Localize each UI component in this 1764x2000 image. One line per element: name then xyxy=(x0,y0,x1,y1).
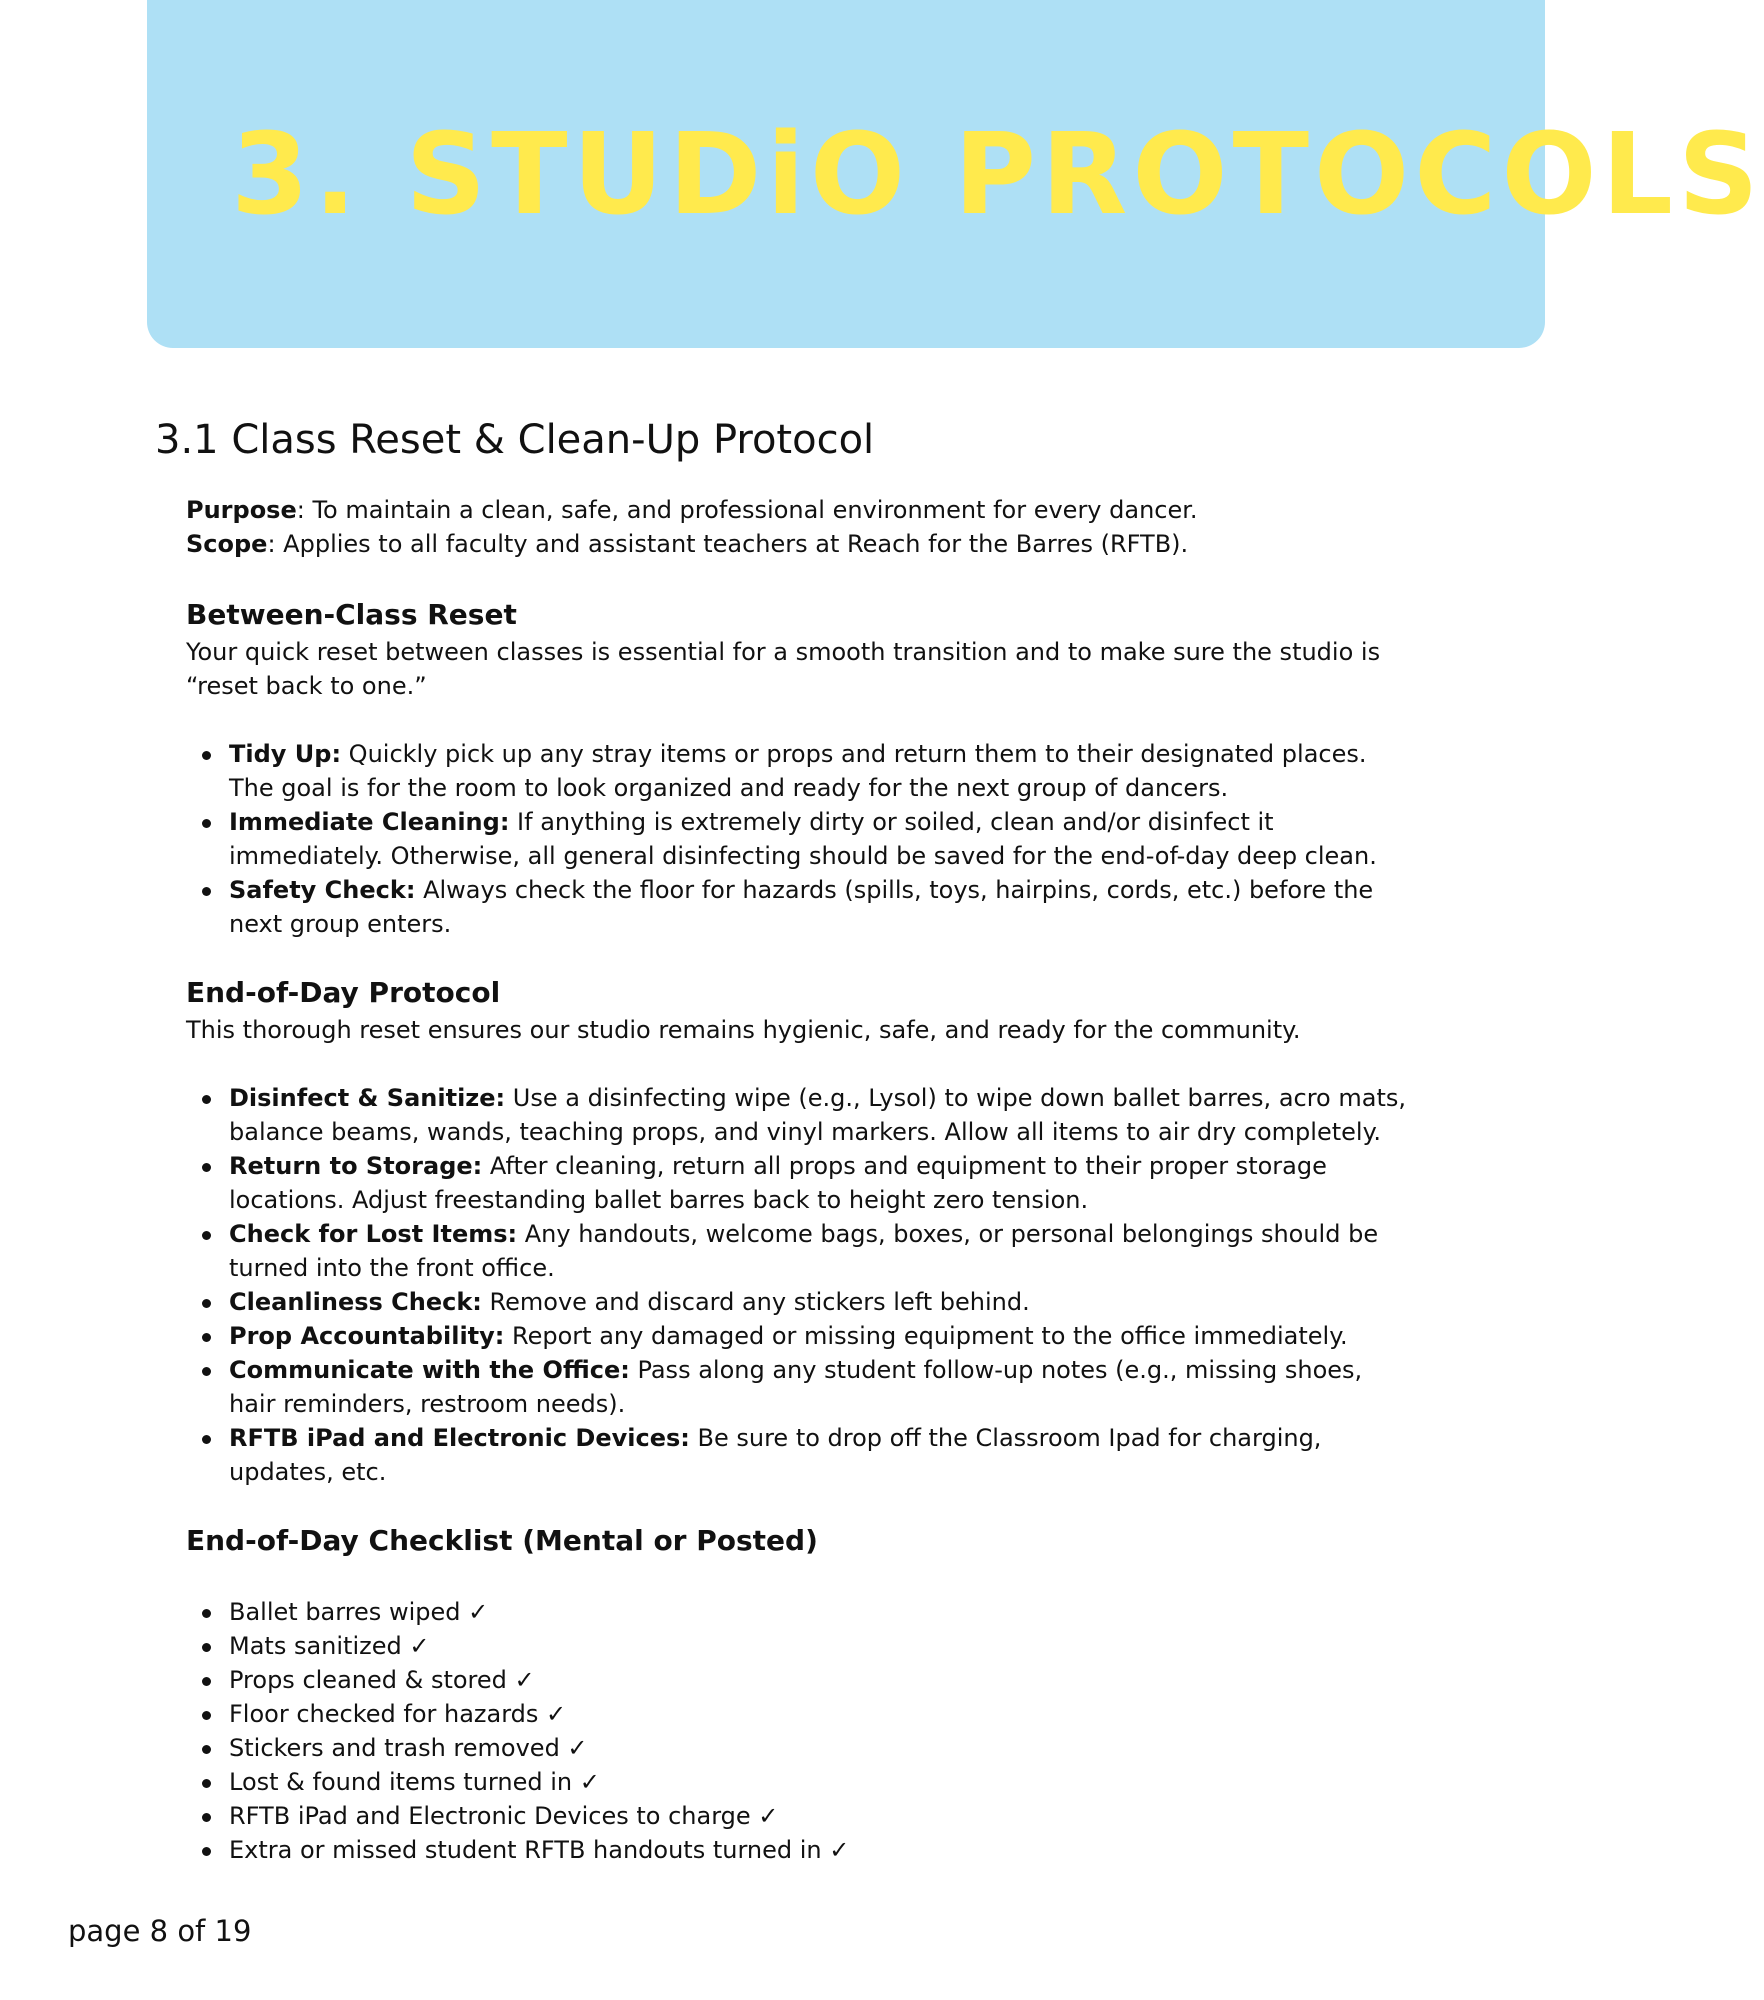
item-label: Tidy Up: xyxy=(229,740,342,768)
page-number: page 8 of 19 xyxy=(68,1914,252,1948)
item-text: After cleaning, return all props and equipment to their proper storage locations. Adjust freestanding ballet barres back to height zero tension. xyxy=(229,1152,1327,1214)
list-item xyxy=(229,1421,1416,1489)
checklist-item: Extra or missed student RFTB handouts turned in ✓ xyxy=(229,1833,1416,1867)
between-class-description: Your quick reset between classes is essential for a smooth transition and to make sure the studio is “reset back to one.” xyxy=(186,638,1381,700)
list-item xyxy=(229,1081,1416,1149)
between-class-heading: Between-Class Reset xyxy=(186,598,517,631)
item-label: Disinfect & Sanitize: xyxy=(229,1084,506,1112)
purpose-line xyxy=(186,493,1416,527)
item-label: Cleanliness Check: xyxy=(229,1288,482,1316)
list-item xyxy=(229,805,1416,873)
item-text: If anything is extremely dirty or soiled, clean and/or disinfect it immediately. Otherwise, all general disinfecting should be saved for the end-of-day deep clean. xyxy=(229,808,1377,870)
purpose-text: : To maintain a clean, safe, and professional environment for every dancer. xyxy=(296,496,1198,524)
document-body xyxy=(186,493,1416,1867)
list-item xyxy=(229,1217,1416,1285)
section-heading: 3.1 Class Reset & Clean-Up Protocol xyxy=(155,417,875,463)
list-item xyxy=(229,1149,1416,1217)
checklist-heading: End-of-Day Checklist (Mental or Posted) xyxy=(186,1524,818,1557)
item-text: Be sure to drop off the Classroom Ipad for charging, updates, etc. xyxy=(229,1424,1322,1486)
end-of-day-list xyxy=(186,1081,1416,1489)
item-label: Return to Storage: xyxy=(229,1152,483,1180)
item-text: Any handouts, welcome bags, boxes, or personal belongings should be turned into the front office. xyxy=(229,1220,1379,1282)
item-text: Always check the floor for hazards (spills, toys, hairpins, cords, etc.) before the next group enters. xyxy=(229,876,1374,938)
scope-text: : Applies to all faculty and assistant teachers at Reach for the Barres (RFTB). xyxy=(267,530,1189,558)
item-label: Prop Accountability: xyxy=(229,1322,505,1350)
item-text: Quickly pick up any stray items or props and return them to their designated places. The goal is for the room to look organized and ready for the next group of dancers. xyxy=(229,740,1367,802)
checklist-item: Props cleaned & stored ✓ xyxy=(229,1663,1416,1697)
list-item xyxy=(229,1285,1416,1319)
chapter-title: 3. STUDiO PROTOCOLS xyxy=(231,110,1764,240)
item-text: Remove and discard any stickers left behind. xyxy=(481,1288,1030,1316)
item-label: Safety Check: xyxy=(229,876,416,904)
checklist-list xyxy=(186,1595,1416,1867)
checklist-item: Ballet barres wiped ✓ xyxy=(229,1595,1416,1629)
item-text: Pass along any student follow-up notes (e.g., missing shoes, hair reminders, restroom needs). xyxy=(229,1356,1363,1418)
checklist-item: RFTB iPad and Electronic Devices to charge ✓ xyxy=(229,1799,1416,1833)
list-item xyxy=(229,1353,1416,1421)
list-item xyxy=(229,873,1416,941)
list-item xyxy=(229,1319,1416,1353)
header-banner xyxy=(147,0,1764,348)
checklist-item: Lost & found items turned in ✓ xyxy=(229,1765,1416,1799)
checklist-item: Mats sanitized ✓ xyxy=(229,1629,1416,1663)
checklist-item: Stickers and trash removed ✓ xyxy=(229,1731,1416,1765)
list-item xyxy=(229,737,1416,805)
item-label: RFTB iPad and Electronic Devices: xyxy=(229,1424,690,1452)
scope-label: Scope xyxy=(186,530,268,558)
item-text: Use a disinfecting wipe (e.g., Lysol) to wipe down ballet barres, acro mats, balance beams, wands, teaching props, and vinyl markers. Allow all items to air dry completely. xyxy=(229,1084,1406,1146)
end-of-day-description: This thorough reset ensures our studio remains hygienic, safe, and ready for the community. xyxy=(186,1016,1301,1044)
item-text: Report any damaged or missing equipment to the office immediately. xyxy=(504,1322,1348,1350)
end-of-day-heading: End-of-Day Protocol xyxy=(186,976,501,1009)
purpose-label: Purpose xyxy=(186,496,297,524)
item-label: Check for Lost Items: xyxy=(229,1220,518,1248)
checklist-item: Floor checked for hazards ✓ xyxy=(229,1697,1416,1731)
scope-line xyxy=(186,527,1416,561)
item-label: Communicate with the Office: xyxy=(229,1356,630,1384)
item-label: Immediate Cleaning: xyxy=(229,808,510,836)
between-class-list xyxy=(186,737,1416,941)
